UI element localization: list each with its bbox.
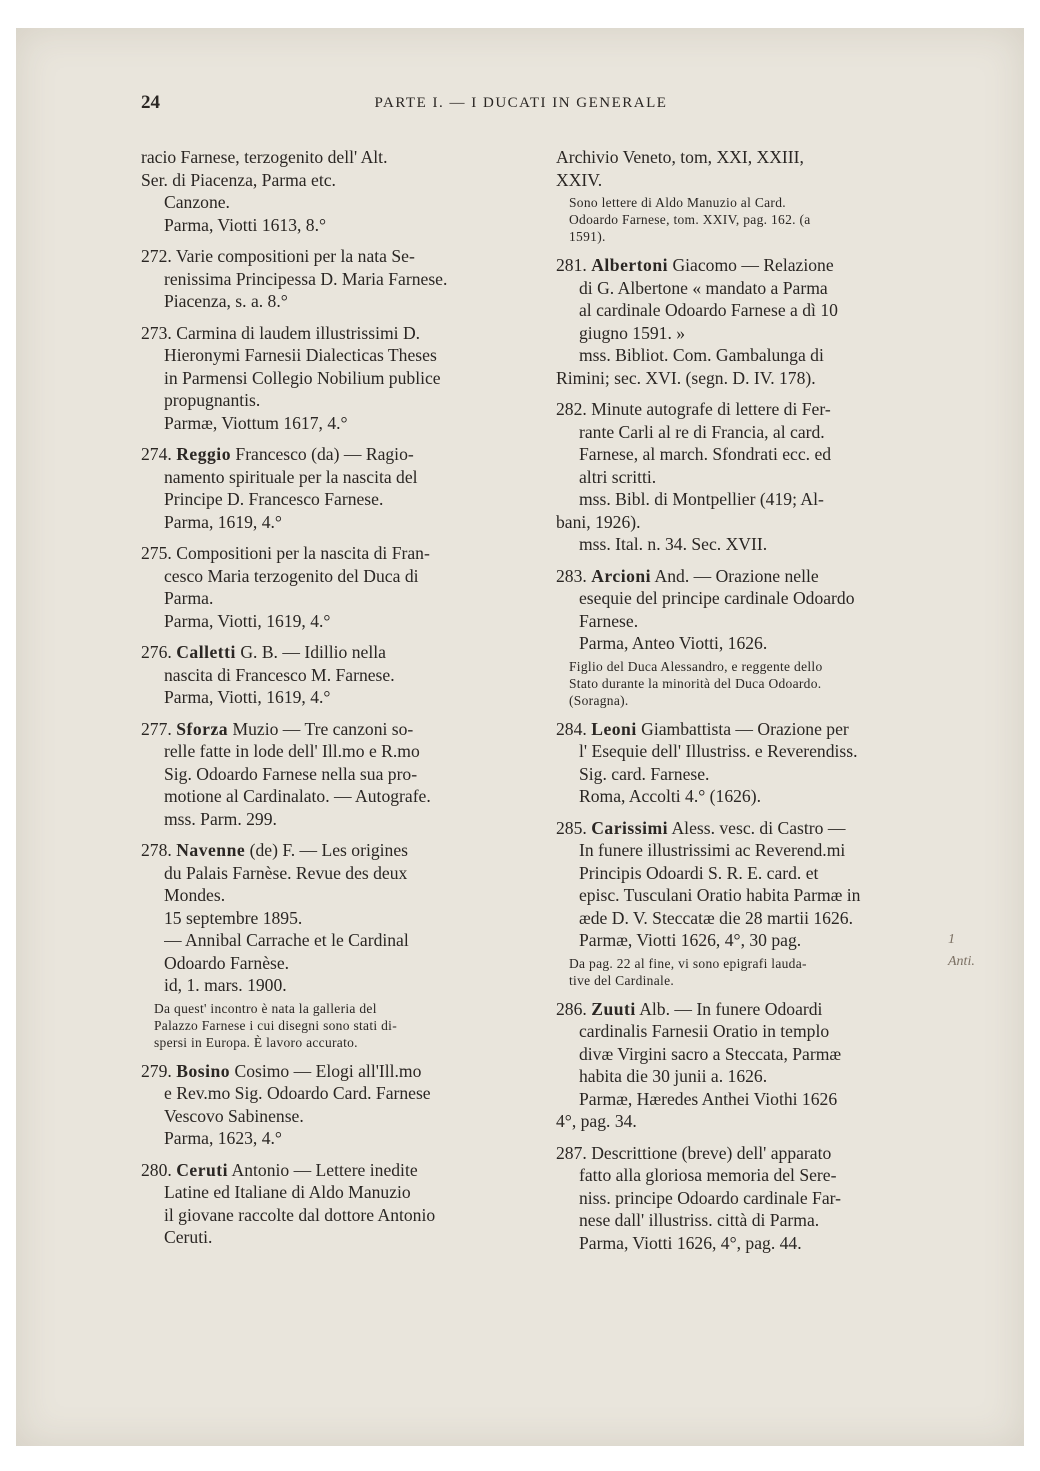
entry-277 xyxy=(141,718,509,831)
text-line: renissima Principessa D. Maria Farnese. xyxy=(164,268,448,289)
text-line: Mondes. xyxy=(164,885,226,905)
note-line: Odoardo Farnese, tom. XXIV, pag. 162. (a xyxy=(569,212,811,227)
imprint: mss. Bibl. di Montpellier (419; Al- xyxy=(579,489,824,509)
entry-274 xyxy=(141,443,509,533)
margin-annotation: 1 Anti. xyxy=(948,931,975,969)
entry-number: 272. xyxy=(141,246,172,266)
text-line: motione al Cardinalato. — Autografe. xyxy=(164,786,431,806)
imprint: bani, 1926). xyxy=(556,511,641,532)
text-line: XXIV. xyxy=(556,169,603,190)
imprint: 15 septembre 1895. xyxy=(164,907,303,928)
text-line: Vescovo Sabinense. xyxy=(164,1105,304,1126)
text-line: æde D. V. Steccatæ die 28 martii 1626. xyxy=(579,907,853,928)
entry-283 xyxy=(556,565,948,709)
imprint: Parma, Viotti, 1619, 4.° xyxy=(164,610,331,631)
text-line: al cardinale Odoardo Farnese a dì 10 xyxy=(579,300,838,320)
text-line: Archivio Veneto, tom, XXI, XXIII, xyxy=(556,147,804,167)
right-column xyxy=(556,146,975,1263)
text-line: in Parmensi Collegio Nobilium publice xyxy=(164,367,441,388)
entry-276 xyxy=(141,641,509,709)
imprint: Parma, 1619, 4.° xyxy=(164,511,282,532)
note-line: 1591). xyxy=(569,229,606,244)
text-line: nese dall' illustriss. città di Parma. xyxy=(579,1210,820,1230)
entry-279 xyxy=(141,1060,509,1150)
note-line: Figlio del Duca Alessandro, e reggente dello xyxy=(569,658,823,674)
entry-number: 280. xyxy=(141,1159,172,1180)
entry-text: Carmina di laudem illustrissimi D. xyxy=(176,322,421,343)
footnote xyxy=(556,658,948,709)
imprint: Parma, Anteo Viotti, 1626. xyxy=(579,633,768,653)
entry-text: Cosimo — Elogi all'Ill.mo xyxy=(234,1060,422,1081)
entry-number: 286. xyxy=(556,998,587,1019)
entry-280 xyxy=(141,1159,509,1249)
author-name: Reggio xyxy=(176,444,231,464)
text-line: divæ Virgini sacro a Steccata, Parmæ xyxy=(579,1043,842,1064)
entry-text: Muzio — Tre canzoni so- xyxy=(232,718,414,739)
author-name: Calletti xyxy=(176,642,236,662)
text-line: di G. Albertone « mandato a Parma xyxy=(579,277,828,298)
entry-number: 279. xyxy=(141,1060,172,1081)
imprint: Rimini; sec. XVI. (segn. D. IV. 178). xyxy=(556,367,816,388)
text-line: cardinalis Farnesii Oratio in templo xyxy=(579,1021,830,1041)
entry-number: 284. xyxy=(556,718,587,739)
note-line: Da pag. 22 al fine, vi sono epigrafi lauda- xyxy=(569,955,807,971)
text-line: Principe D. Francesco Farnese. xyxy=(164,489,384,509)
imprint: Parmæ, Viotti 1626, 4°, 30 pag. xyxy=(579,930,802,950)
entry-271-continuation xyxy=(141,146,509,236)
entry-text: Descrittione (breve) dell' apparato xyxy=(591,1142,832,1163)
entry-number: 278. xyxy=(141,840,172,860)
text-line: il giovane raccolte dal dottore Antonio xyxy=(164,1204,436,1225)
entry-text: And. — Orazione nelle xyxy=(654,565,819,586)
imprint: mss. Ital. n. 34. Sec. XVII. xyxy=(579,534,768,554)
note-line: Da quest' incontro è nata la galleria del xyxy=(154,1000,377,1016)
text-line: altri scritti. xyxy=(579,466,657,487)
entry-text: Compositioni per la nascita di Fran- xyxy=(176,543,430,563)
entry-text: Antonio — Lettere inedite xyxy=(231,1159,418,1180)
imprint: Parma, Viotti 1613, 8.° xyxy=(164,214,327,235)
text-line: l' Esequie dell' Illustriss. e Reverendiss. xyxy=(579,741,858,761)
note-line: spersi in Europa. È lavoro accurato. xyxy=(154,1034,358,1050)
note-line: Sono lettere di Aldo Manuzio al Card. xyxy=(569,195,786,210)
entry-number: 276. xyxy=(141,642,172,662)
entry-number: 275. xyxy=(141,543,172,563)
entry-text: (de) F. — Les origines xyxy=(249,840,408,860)
imprint: Odoardo Farnèse. xyxy=(164,952,290,973)
entry-text: Giacomo — Relazione xyxy=(672,255,834,275)
footnote xyxy=(556,194,948,245)
entry-text: Varie compositioni per la nata Se- xyxy=(175,246,415,266)
text-line: nascita di Francesco M. Farnese. xyxy=(164,664,395,685)
author-name: Arcioni xyxy=(591,565,652,586)
entry-number: 281. xyxy=(556,255,587,275)
imprint: Parma, 1623, 4.° xyxy=(164,1128,282,1148)
text-line: Farnese, al march. Sfondrati ecc. ed xyxy=(579,444,832,464)
text-line: Ser. di Piacenza, Parma etc. xyxy=(141,169,336,190)
author-name: Carissimi xyxy=(591,817,669,838)
text-line: e Rev.mo Sig. Odoardo Card. Farnese xyxy=(164,1083,431,1103)
entry-text: Francesco (da) — Ragio- xyxy=(235,444,414,464)
imprint: mss. Parm. 299. xyxy=(164,808,277,829)
entry-285 xyxy=(556,817,975,989)
text-line: fatto alla gloriosa memoria del Sere- xyxy=(579,1165,837,1185)
entry-278 xyxy=(141,839,509,1051)
entry-number: 277. xyxy=(141,718,172,739)
imprint: Piacenza, s. a. 8.° xyxy=(164,291,288,311)
text-line: esequie del principe cardinale Odoardo xyxy=(579,588,855,608)
entry-number: 285. xyxy=(556,817,587,838)
left-column xyxy=(141,146,509,1258)
text-line: Sig. Odoardo Farnese nella sua pro- xyxy=(164,763,418,784)
author-name: Navenne xyxy=(176,840,246,860)
entry-280-continuation xyxy=(556,146,948,245)
text-line: du Palais Farnèse. Revue des deux xyxy=(164,862,408,883)
text-line: propugnantis. xyxy=(164,390,261,410)
imprint: mss. Bibliot. Com. Gambalunga di xyxy=(579,345,824,365)
entry-number: 274. xyxy=(141,444,172,464)
imprint: Roma, Accolti 4.° (1626). xyxy=(579,786,761,806)
imprint: id, 1. mars. 1900. xyxy=(164,975,287,995)
author-name: Leoni xyxy=(591,718,637,739)
text-line: Principis Odoardi S. R. E. card. et xyxy=(579,862,819,883)
entry-286 xyxy=(556,998,948,1133)
text-line: Farnese. xyxy=(579,610,639,631)
entry-text: Minute autografe di lettere di Fer- xyxy=(591,399,831,419)
text-line: Sig. card. Farnese. xyxy=(579,763,710,784)
text-line: Canzone. xyxy=(164,192,230,212)
text-line: cesco Maria terzogenito del Duca di xyxy=(164,565,419,586)
footnote xyxy=(141,1000,509,1051)
note-line: tive del Cardinale. xyxy=(569,972,675,988)
entry-287 xyxy=(556,1142,948,1255)
note-line: Stato durante la minorità del Duca Odoardo. xyxy=(569,675,822,691)
entry-281 xyxy=(556,254,948,389)
text-line: In funere illustrissimi ac Reverend.mi xyxy=(579,840,846,860)
entry-text: G. B. — Idillio nella xyxy=(240,642,386,662)
header-title: PARTE I. — I DUCATI IN GENERALE xyxy=(374,95,668,111)
text-line: namento spirituale per la nascita del xyxy=(164,466,418,487)
imprint: — Annibal Carrache et le Cardinal xyxy=(164,930,409,950)
author-name: Albertoni xyxy=(591,255,669,275)
note-line: Palazzo Farnese i cui disegni sono stati di- xyxy=(154,1017,398,1033)
imprint: Parma, Viotti 1626, 4°, pag. 44. xyxy=(579,1232,802,1253)
text-line: Ceruti. xyxy=(164,1227,213,1247)
imprint: Parmæ, Viottum 1617, 4.° xyxy=(164,412,348,433)
text-line: giugno 1591. » xyxy=(579,322,686,343)
author-name: Sforza xyxy=(176,718,229,739)
text-line: Latine ed Italiane di Aldo Manuzio xyxy=(164,1182,411,1202)
entry-number: 282. xyxy=(556,399,587,419)
text-line: racio Farnese, terzogenito dell' Alt. xyxy=(141,147,388,167)
entry-number: 283. xyxy=(556,565,587,586)
entry-number: 287. xyxy=(556,1142,587,1163)
footnote xyxy=(556,955,948,989)
entry-text: Aless. vesc. di Castro — xyxy=(671,817,846,838)
text-line: rante Carli al re di Francia, al card. xyxy=(579,421,825,442)
author-name: Bosino xyxy=(176,1060,231,1081)
author-name: Zuuti xyxy=(591,998,636,1019)
entry-number: 273. xyxy=(141,322,172,343)
note-line: (Soragna). xyxy=(569,692,629,708)
text-line: episc. Tusculani Oratio habita Parmæ in xyxy=(579,885,861,905)
entry-282 xyxy=(556,398,948,556)
imprint: Parma, Viotti, 1619, 4.° xyxy=(164,687,331,707)
running-head xyxy=(141,92,901,116)
text-line: habita die 30 junii a. 1626. xyxy=(579,1066,768,1086)
entry-275 xyxy=(141,542,509,632)
text-line: niss. principe Odoardo cardinale Far- xyxy=(579,1187,841,1208)
imprint: Parmæ, Hæredes Anthei Viothi 1626 xyxy=(579,1088,838,1109)
author-name: Ceruti xyxy=(176,1159,229,1180)
page-number: 24 xyxy=(141,92,160,113)
entry-284 xyxy=(556,718,948,808)
imprint: 4°, pag. 34. xyxy=(556,1111,637,1131)
text-line: Parma. xyxy=(164,588,214,608)
text-line: relle fatte in lode dell' Ill.mo e R.mo xyxy=(164,741,420,761)
entry-text: Giambattista — Orazione per xyxy=(641,718,849,739)
entry-272 xyxy=(141,245,509,313)
entry-273 xyxy=(141,322,509,435)
text-line: Hieronymi Farnesii Dialecticas Theses xyxy=(164,345,437,365)
entry-text: Alb. — In funere Odoardi xyxy=(639,998,823,1019)
